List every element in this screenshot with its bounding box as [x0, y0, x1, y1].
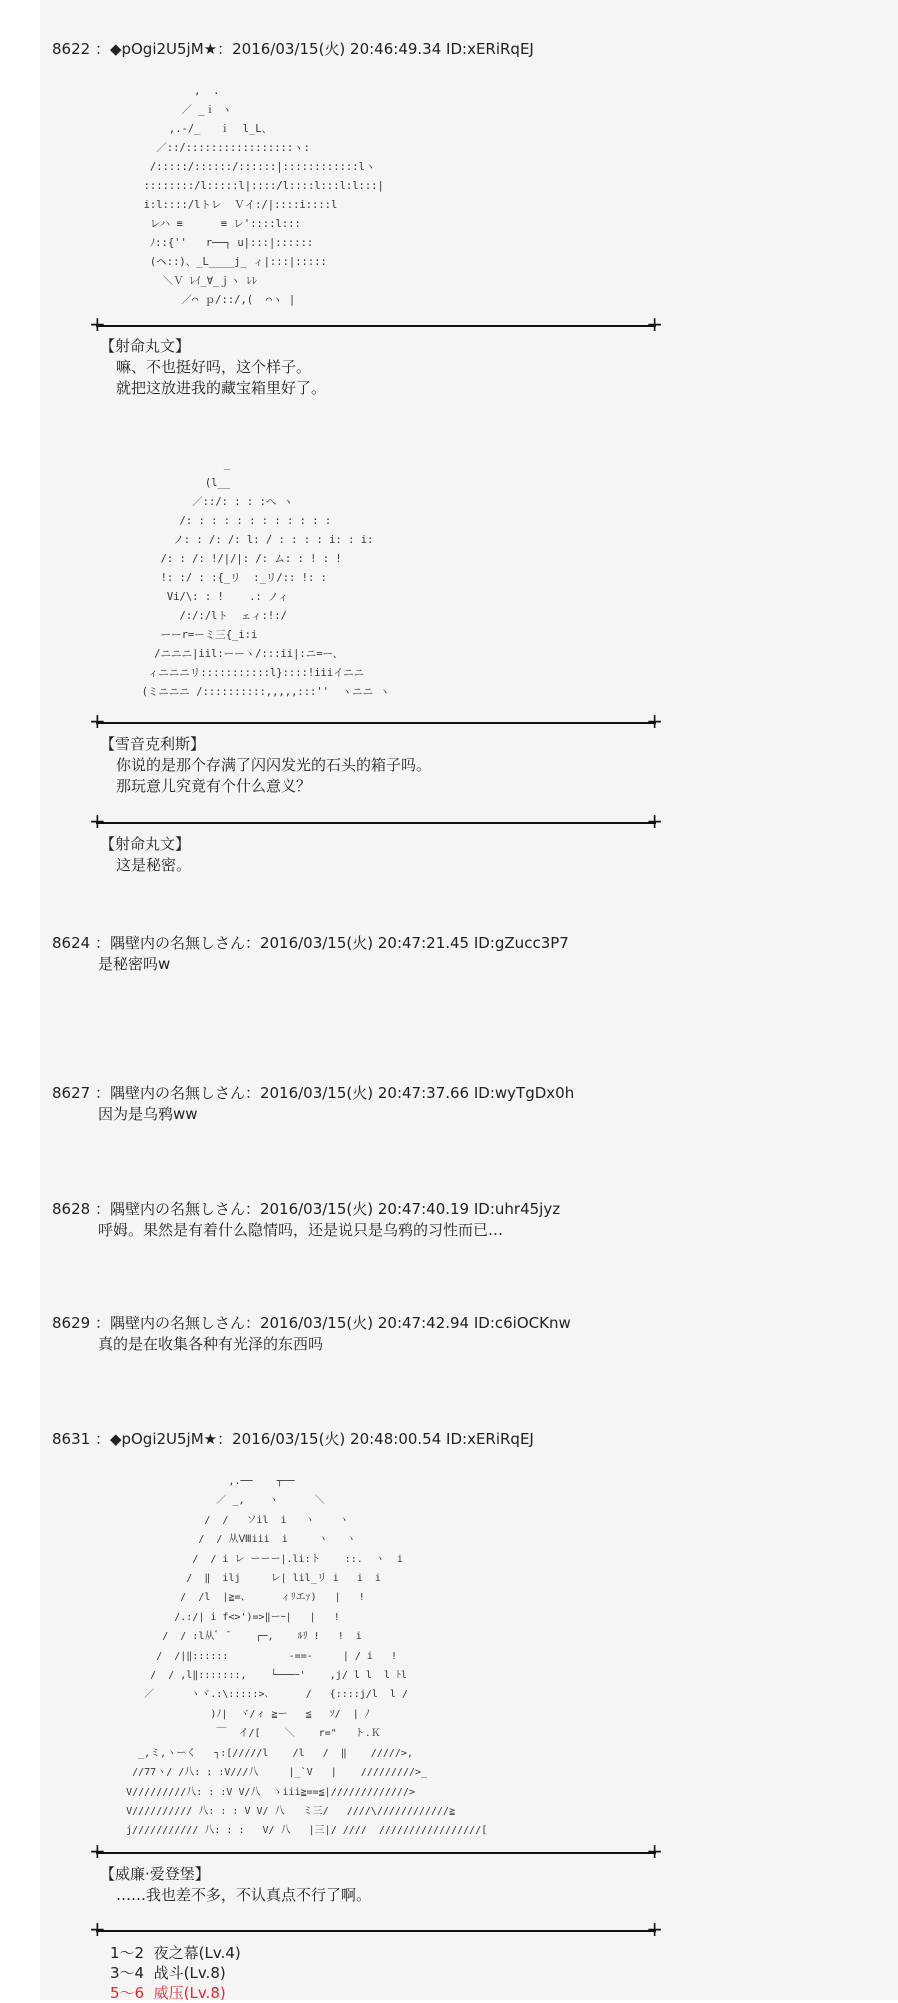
- post-header: 8631 ：◆pOgi2U5jM★：2016/03/15(火) 20:48:00.54 ID:xERiRqEJ: [52, 1430, 534, 1448]
- option-item: [110, 1942, 241, 1963]
- option-label: 威压(Lv.8): [153, 1984, 226, 2002]
- option-range: 1～2: [110, 1944, 145, 1962]
- post-text: 是秘密吗w: [98, 955, 171, 973]
- speaker-label: 【威廉·爱登堡】: [100, 1865, 210, 1883]
- separator: + +: [89, 709, 663, 733]
- dialogue-line: 你说的是那个存满了闪闪发光的石头的箱子吗。: [116, 756, 432, 774]
- dialogue-line: 就把这放进我的藏宝箱里好了。: [116, 379, 327, 397]
- separator: + +: [89, 809, 663, 833]
- dialogue-line: 嘛、不也挺好吗，这个样子。: [116, 358, 312, 376]
- post-header: 8628 ：隅壁内の名無しさん：2016/03/15(火) 20:47:40.19 ID:uhr45jyz: [52, 1200, 561, 1218]
- speaker-label: 【雪音克利斯】: [100, 735, 206, 753]
- post-header: 8629 ：隅壁内の名無しさん：2016/03/15(火) 20:47:42.94 ID:c6iOCKnw: [52, 1314, 571, 1332]
- separator: + +: [89, 1839, 663, 1863]
- option-range: 3～4: [110, 1964, 145, 1982]
- ascii-art-marisa: ,.── ┬── ／ _, ヽ ＼ / / ソil i ヽ ヽ / / 从Ⅷiii i ヽ ヽ / / i レ ーーー|.li:ト ::. ヽ i / ‖ ilj レ| lil_リ i i i / /l |≧=、 ィﾘエｧ) | ! /.:/| i f<>')=>‖ーｰ| | ! / / :l从ﾞ ̄ ┌─, ﾙﾘ ! ! i / /|‖:::::: -==- | / i ! / / ,l‖:::::::, └───ｰ' ,j/ l l l ﾄl ／ ヽヾ.:\:::::>､ / {::::j/l l / )ﾉ| ヾ/ィ ≧ー ≦ ｿ/ | ﾉ ￣ イ/[ ＼ r=" ト.Ｋ _,ミ,ヽーく ┐:[/////l /l / ‖ /////>, //77ヽ/ /八: : :V///八 |_`V | /////////>_ V/////////八: : :V V/八 ゝiii≧==≦|/////////////> V////////// 八: : : V V/ 八 ミ三/ ////\////////////≧ j/////////// 八: : : V/ 八 |三|/ //// /////////////////[: [126, 1476, 488, 1837]
- ascii-art-aya: , . ／ _ｉ ヽ ,.-/_ ｉ l_L、 ／::/:::::::::::::::::ヽ: /:::::/::::::/::::::|::::::::::::lヽ ::::::::/l:::::l|::::/l::::l:::l:l:::| i:l::::/lトレ Ｖイ:/|::::i::::l レハ ≡ ≡ レ'::::l::: ﾉ::{'' r──┐ u|:::|:::::: (ヘ::)、_L____j_ ィ|:::|::::: ＼Ｖ ﾚｲ_∀_ｊヽ ﾚﾚ ／⌒ ｐ/::/,( ⌒ヽ |: [143, 85, 384, 306]
- post-header: 8622 ：◆pOgi2U5jM★：2016/03/15(火) 20:46:49.34 ID:xERiRqEJ: [52, 40, 534, 58]
- option-label: 战斗(Lv.8): [153, 1964, 226, 1982]
- option-label: 夜之幕(Lv.4): [153, 1944, 241, 1962]
- dialogue-line: ……我也差不多，不认真点不行了啊。: [116, 1886, 372, 1904]
- option-range: 5～6: [110, 1984, 145, 2002]
- post-text: 呼姆。果然是有着什么隐情吗，还是说只是乌鸦的习性而已…: [98, 1221, 504, 1239]
- speaker-label: 【射命丸文】: [100, 835, 191, 853]
- post-text: 因为是乌鸦ww: [98, 1105, 198, 1123]
- dialogue-line: 这是秘密。: [116, 856, 192, 874]
- separator: + +: [89, 1917, 663, 1941]
- post-header: 8627 ：隅壁内の名無しさん：2016/03/15(火) 20:47:37.66 ID:wyTgDx0h: [52, 1084, 575, 1102]
- ascii-art-satori: _ (l__ ／::/: : : :へ ヽ /: : : : : : : : : : : : ノ: : /: /: l: / : : : : i: : i: /: : /: !/|/|: /: ム: : ! : ! !: :/ : :{_リ :_リ/:: !: : Vi/\: : ! .: ノィ /:/:/lト ェィ:!:/ ーーr=ーミ三{_i:i /ニニニ|iil:ーーヽ/:::ii|:ニ=ー、 ィニニニリ:::::::::::l}::::!iiiイニニ (ミニニニ /::::::::::,,,,,:::'' ヽニニ ヽ: [141, 458, 390, 698]
- post-header: 8624 ：隅壁内の名無しさん：2016/03/15(火) 20:47:21.45 ID:gZucc3P7: [52, 934, 569, 952]
- speaker-label: 【射命丸文】: [100, 337, 191, 355]
- separator: + +: [89, 312, 663, 336]
- post-text: 真的是在收集各种有光泽的东西吗: [98, 1335, 324, 1353]
- dialogue-line: 那玩意儿究竟有个什么意义？: [116, 777, 312, 795]
- option-item: [110, 1962, 226, 1983]
